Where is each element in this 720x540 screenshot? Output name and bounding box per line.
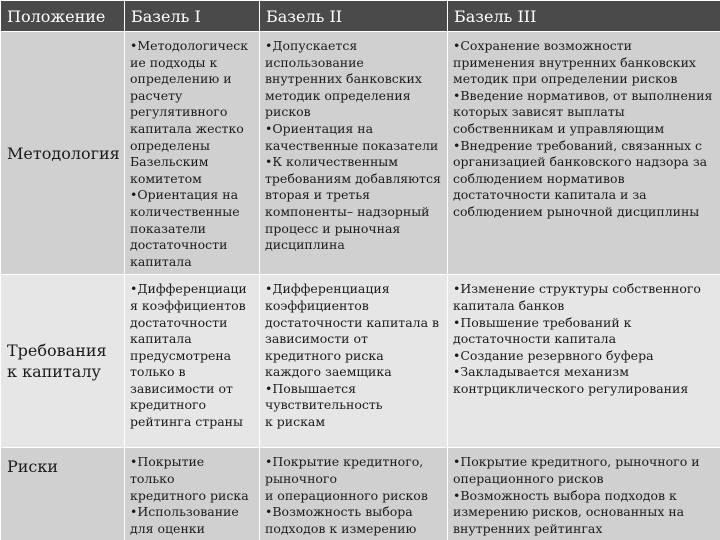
cell-text-line: •Дифференциация: [265, 281, 390, 297]
header-row: [1, 1, 720, 32]
cell-text-line: достаточности капитала в: [265, 314, 440, 330]
cell-text-line: внутренних банковских: [265, 71, 422, 87]
cell-text-line: капитала: [130, 253, 192, 269]
cell-methodology-basel-2: [260, 32, 448, 275]
cell-text-line: •Методологическ: [130, 38, 249, 53]
cell-text-line: капитала жестко: [130, 120, 244, 136]
cell-text-line: подходов к измерению: [265, 520, 417, 536]
cell-text-line: рыночного: [265, 470, 338, 486]
cell-text-line: достаточности капитала: [453, 331, 617, 347]
cell-text-line: достаточности: [130, 314, 228, 330]
header-basel-1: Базель I: [125, 1, 260, 32]
cell-text-line: •Ориентация на: [130, 187, 239, 203]
cell-capital-basel-3: [448, 275, 720, 448]
cell-text-line: капитала: [130, 331, 192, 347]
cell-text-line: •Дифференциаци: [130, 281, 247, 297]
cell-text-line: организацией банковского надзора за: [453, 154, 708, 170]
cell-text-line: кредитного риска: [130, 487, 249, 503]
cell-text-line: •Повышается: [265, 380, 357, 396]
cell-text-line: я коэффициентов: [130, 297, 246, 313]
cell-text-line: применения внутренних банковских: [453, 54, 696, 70]
cell-text-line: •К количественным: [265, 154, 398, 170]
cell-text-line: регулятивного: [130, 104, 228, 120]
cell-text-line: •Ориентация на: [265, 120, 374, 136]
cell-text-line: контрциклического регулирования: [453, 380, 689, 396]
cell-text-line: •Возможность выбора подходов к: [453, 487, 677, 503]
cell-text-line: методик при определении рисков: [453, 71, 678, 87]
cell-text-line: •Возможность выбора: [265, 504, 413, 520]
cell-text-line: качественные показатели: [265, 137, 439, 153]
cell-text-line: •Введение нормативов, от выполнения: [453, 87, 713, 103]
cell-text-line: •Покрытие кредитного,: [265, 454, 424, 470]
cell-text-line: соблюдением рыночной дисциплины: [453, 203, 700, 219]
cell-text-line: расчету: [130, 87, 183, 103]
cell-text-line: Базельским: [130, 154, 209, 170]
cell-text-line: •Покрытие: [130, 454, 205, 470]
table-row-methodology: [1, 32, 720, 275]
cell-text-line: •Закладывается механизм: [453, 364, 629, 380]
row-label-risks: Риски: [1, 448, 125, 540]
cell-text-line: коэффициентов: [265, 297, 369, 313]
header-position: Положение: [1, 1, 125, 32]
cell-text-line: только: [130, 470, 175, 486]
cell-text-line: чувствительность: [265, 397, 383, 413]
header-basel-3: Базель III: [448, 1, 720, 32]
cell-text-line: операционного рисков: [453, 470, 604, 486]
cell-text-line: ие подходы к: [130, 54, 218, 70]
cell-text-line: рисков: [265, 104, 311, 120]
cell-text-line: •Создание резервного буфера: [453, 347, 654, 363]
cell-text-line: комитетом: [130, 170, 202, 186]
cell-text-line: использование: [265, 54, 364, 70]
cell-methodology-basel-3: [448, 32, 720, 275]
cell-text-line: •Использование: [130, 504, 239, 520]
cell-text-line: кредитного риска: [265, 347, 384, 363]
cell-text-line: процесс и рыночная: [265, 220, 401, 236]
cell-text-line: •Внедрение требований, связанных с: [453, 137, 703, 153]
header-basel-2: Базель II: [260, 1, 448, 32]
cell-text-line: для оценки: [130, 520, 205, 536]
cell-text-line: собственникам и управляющим: [453, 120, 665, 136]
cell-capital-basel-2: [260, 275, 448, 448]
cell-text-line: •Изменение структуры собственного: [453, 281, 701, 297]
row-label-capital-requirements: Требования к капиталу: [1, 275, 125, 448]
cell-text-line: соблюдением нормативов: [453, 170, 625, 186]
cell-text-line: определены: [130, 137, 210, 153]
cell-risks-basel-1: [125, 448, 260, 540]
cell-text-line: требованиям добавляются: [265, 170, 441, 186]
cell-text-line: к рискам: [265, 414, 326, 430]
cell-text-line: капитала банков: [453, 297, 565, 313]
cell-text-line: показатели: [130, 220, 206, 236]
cell-text-line: зависимости от: [265, 331, 368, 347]
cell-text-line: достаточности: [130, 237, 228, 253]
cell-text-line: кредитного: [130, 397, 207, 413]
cell-text-line: •Допускается: [265, 38, 358, 53]
cell-risks-basel-3: [448, 448, 720, 540]
table-row-risks: [1, 448, 720, 540]
cell-methodology-basel-1: [125, 32, 260, 275]
cell-text-line: которых зависят выплаты: [453, 104, 625, 120]
table-row-capital-requirements: [1, 275, 720, 448]
cell-text-line: достаточности капитала и за: [453, 187, 647, 203]
cell-text-line: предусмотрена: [130, 347, 232, 363]
cell-text-line: компоненты– надзорный: [265, 203, 430, 219]
cell-text-line: •Покрытие кредитного, рыночного и: [453, 454, 700, 470]
cell-text-line: внутренних рейтингах: [453, 520, 603, 536]
cell-text-line: дисциплина: [265, 237, 345, 253]
cell-text-line: и операционного рисков: [265, 487, 428, 503]
cell-text-line: рейтинга страны: [130, 414, 243, 430]
cell-risks-basel-2: [260, 448, 448, 540]
cell-text-line: зависимости от: [130, 380, 233, 396]
cell-text-line: только в: [130, 364, 186, 380]
cell-text-line: количественные: [130, 203, 240, 219]
cell-text-line: вторая и третья: [265, 187, 371, 203]
cell-text-line: •Сохранение возможности: [453, 38, 632, 53]
cell-text-line: измерению рисков, основанных на: [453, 504, 685, 520]
cell-text-line: каждого заемщика: [265, 364, 392, 380]
cell-text-line: •Повышение требований к: [453, 314, 632, 330]
cell-text-line: методик определения: [265, 87, 411, 103]
cell-capital-basel-1: [125, 275, 260, 448]
cell-text-line: определению и: [130, 71, 232, 87]
row-label-methodology: Методология: [1, 32, 125, 275]
